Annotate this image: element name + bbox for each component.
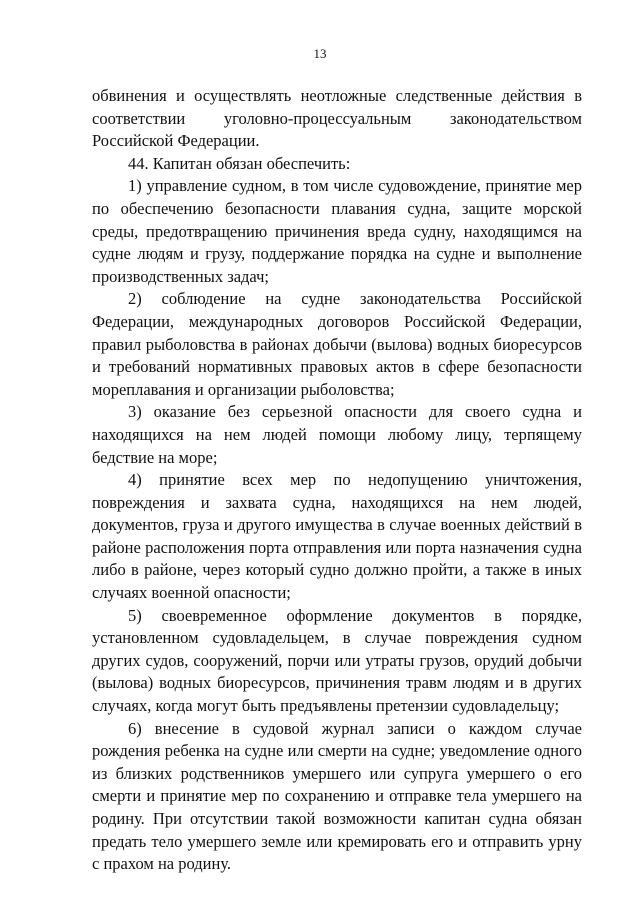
paragraph-item-2: 2) соблюдение на судне законодательства Российской Федерации, международных договоров Российской Федерации, правил рыболовства в районах добычи (вылова) водных биоресурсов и требований нормативных правовых актов в сфере безопасности мореплавания и организации рыболовства; [92, 289, 582, 399]
paragraph-item-6: 6) внесение в судовой журнал записи о каждом случае рождения ребенка на судне или смерти на судне; уведомление одного из близких родственников умершего или супруга умершего о его смерти и принятие мер по сохранению и отправке тела умершего на родину. При отсутствии такой возможности капитан судна обязан предать тело умершего земле или кремировать его и отправить урну с прахом на родину. [92, 718, 582, 874]
paragraph-article-44: 44. Капитан обязан обеспечить: [128, 153, 351, 173]
paragraph-continuation: обвинения и осуществлять неотложные следственные действия в соответствии уголовно-процессуальным законодательством Российской Федерации. [92, 86, 582, 151]
page-number: 13 [313, 46, 327, 61]
document-body [92, 85, 582, 876]
paragraph-item-5: 5) своевременное оформление документов в порядке, установленном судовладельцем, в случае повреждения судном других судов, сооружений, порчи или утраты грузов, орудий добычи (вылова) водных биоресурсов, причинения травм людям и в других случаях, когда могут быть предъявлены претензии судовладельцу; [92, 605, 582, 716]
paragraph-item-1: 1) управление судном, в том числе судовождение, принятие мер по обеспечению безопасности плавания судна, защите морской среды, предотвращению причинения вреда судну, находящимся на судне людям и грузу, поддержание порядка на судне и выполнение производственных задач; [92, 176, 582, 286]
paragraph-item-3: 3) оказание без серьезной опасности для своего судна и находящихся на нем людей помощи любому лицу, терпящему бедствие на море; [92, 402, 582, 467]
paragraph-item-4: 4) принятие всех мер по недопущению уничтожения, повреждения и захвата судна, находящихся на нем людей, документов, груза и другого имущества в случае военных действий в районе расположения порта отправления или порта назначения судна либо в районе, через который судно должно пройти, а также в иных случаях военной опасности; [92, 470, 582, 603]
